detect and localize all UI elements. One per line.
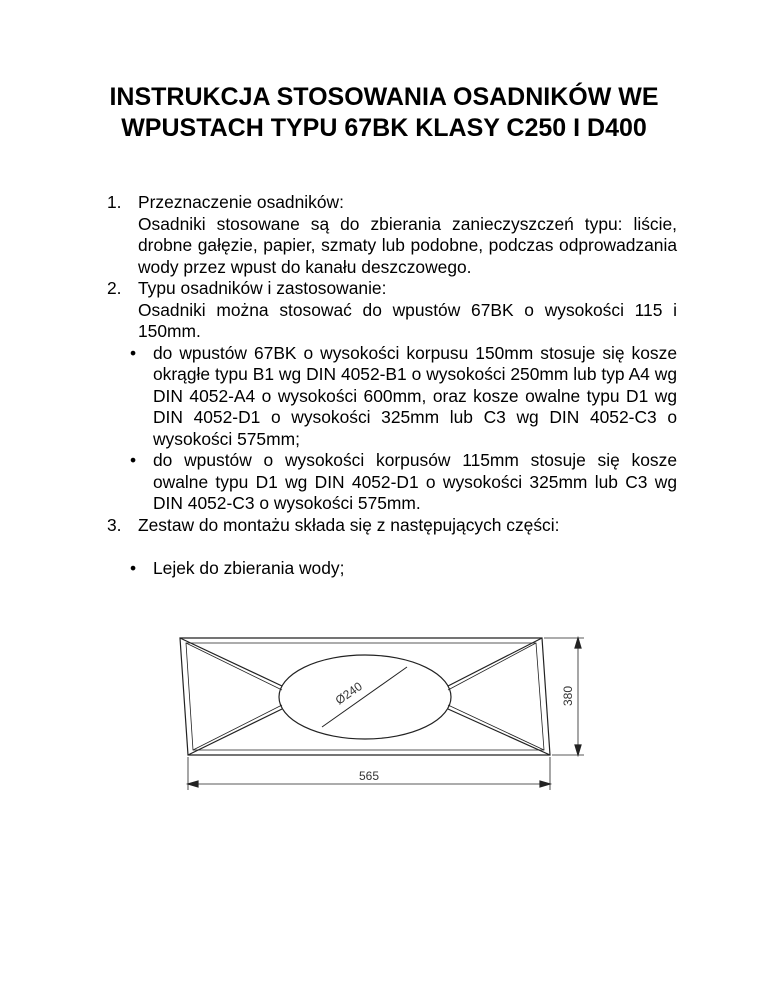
section-heading: Przeznaczenie osadników: — [138, 192, 344, 212]
bullet-item — [107, 343, 677, 451]
bullet-text: do wpustów 67BK o wysokości korpusu 150mm stosuje się kosze okrągłe typu B1 wg DIN 4052-B1 o wysokości 250mm lub typ A4 wg DIN 4052-A4 o wysokości 600mm, oraz kosze owalne typu D1 wg DIN 4052-D1 o wysokości 325mm lub C3 wg DIN 4052-C3 o wysokości 575mm; — [153, 342, 677, 449]
section-body: Osadniki stosowane są do zbierania zanieczyszczeń typu: liście, drobne gałęzie, papier, szmaty lub podobne, podczas odprowadzania wody przez wpust do kanału deszczowego. — [138, 213, 677, 277]
list-number: 1. — [107, 192, 122, 212]
bullet-text: do wpustów o wysokości korpusów 115mm stosuje się kosze owalne typu D1 wg DIN 4052-D1 o wysokości 325mm lub C3 wg DIN 4052-C3 o wysokości 575mm. — [153, 450, 677, 513]
list-number: 2. — [107, 278, 122, 298]
height-label: 380 — [561, 685, 575, 706]
width-label: 565 — [359, 769, 380, 783]
section-body: Osadniki można stosować do wpustów 67BK o wysokości 115 i 150mm. — [138, 299, 677, 341]
instruction-list — [107, 192, 677, 580]
document-title — [60, 82, 708, 144]
bullet-icon: • — [130, 558, 137, 578]
section-heading: Typu osadników i zastosowanie: — [138, 278, 387, 298]
list-item-purpose — [107, 192, 677, 278]
section-heading: Zestaw do montażu składa się z następujących części: — [138, 514, 560, 535]
title-line-2: WPUSTACH TYPU 67BK KLASY C250 I D400 — [121, 114, 647, 142]
funnel-drawing-svg — [172, 630, 592, 800]
diameter-label: Ø240 — [332, 679, 365, 708]
bullet-text: Lejek do zbierania wody; — [153, 558, 345, 578]
list-item-kit — [107, 515, 677, 537]
title-line-1: INSTRUKCJA STOSOWANIA OSADNIKÓW WE — [109, 83, 659, 111]
list-number: 3. — [107, 514, 122, 535]
list-item-types — [107, 278, 677, 343]
bullet-icon: • — [130, 342, 137, 363]
bullet-icon: • — [130, 450, 137, 470]
bullet-item — [107, 450, 677, 515]
funnel-drawing — [172, 630, 592, 800]
bullet-item — [107, 558, 677, 580]
